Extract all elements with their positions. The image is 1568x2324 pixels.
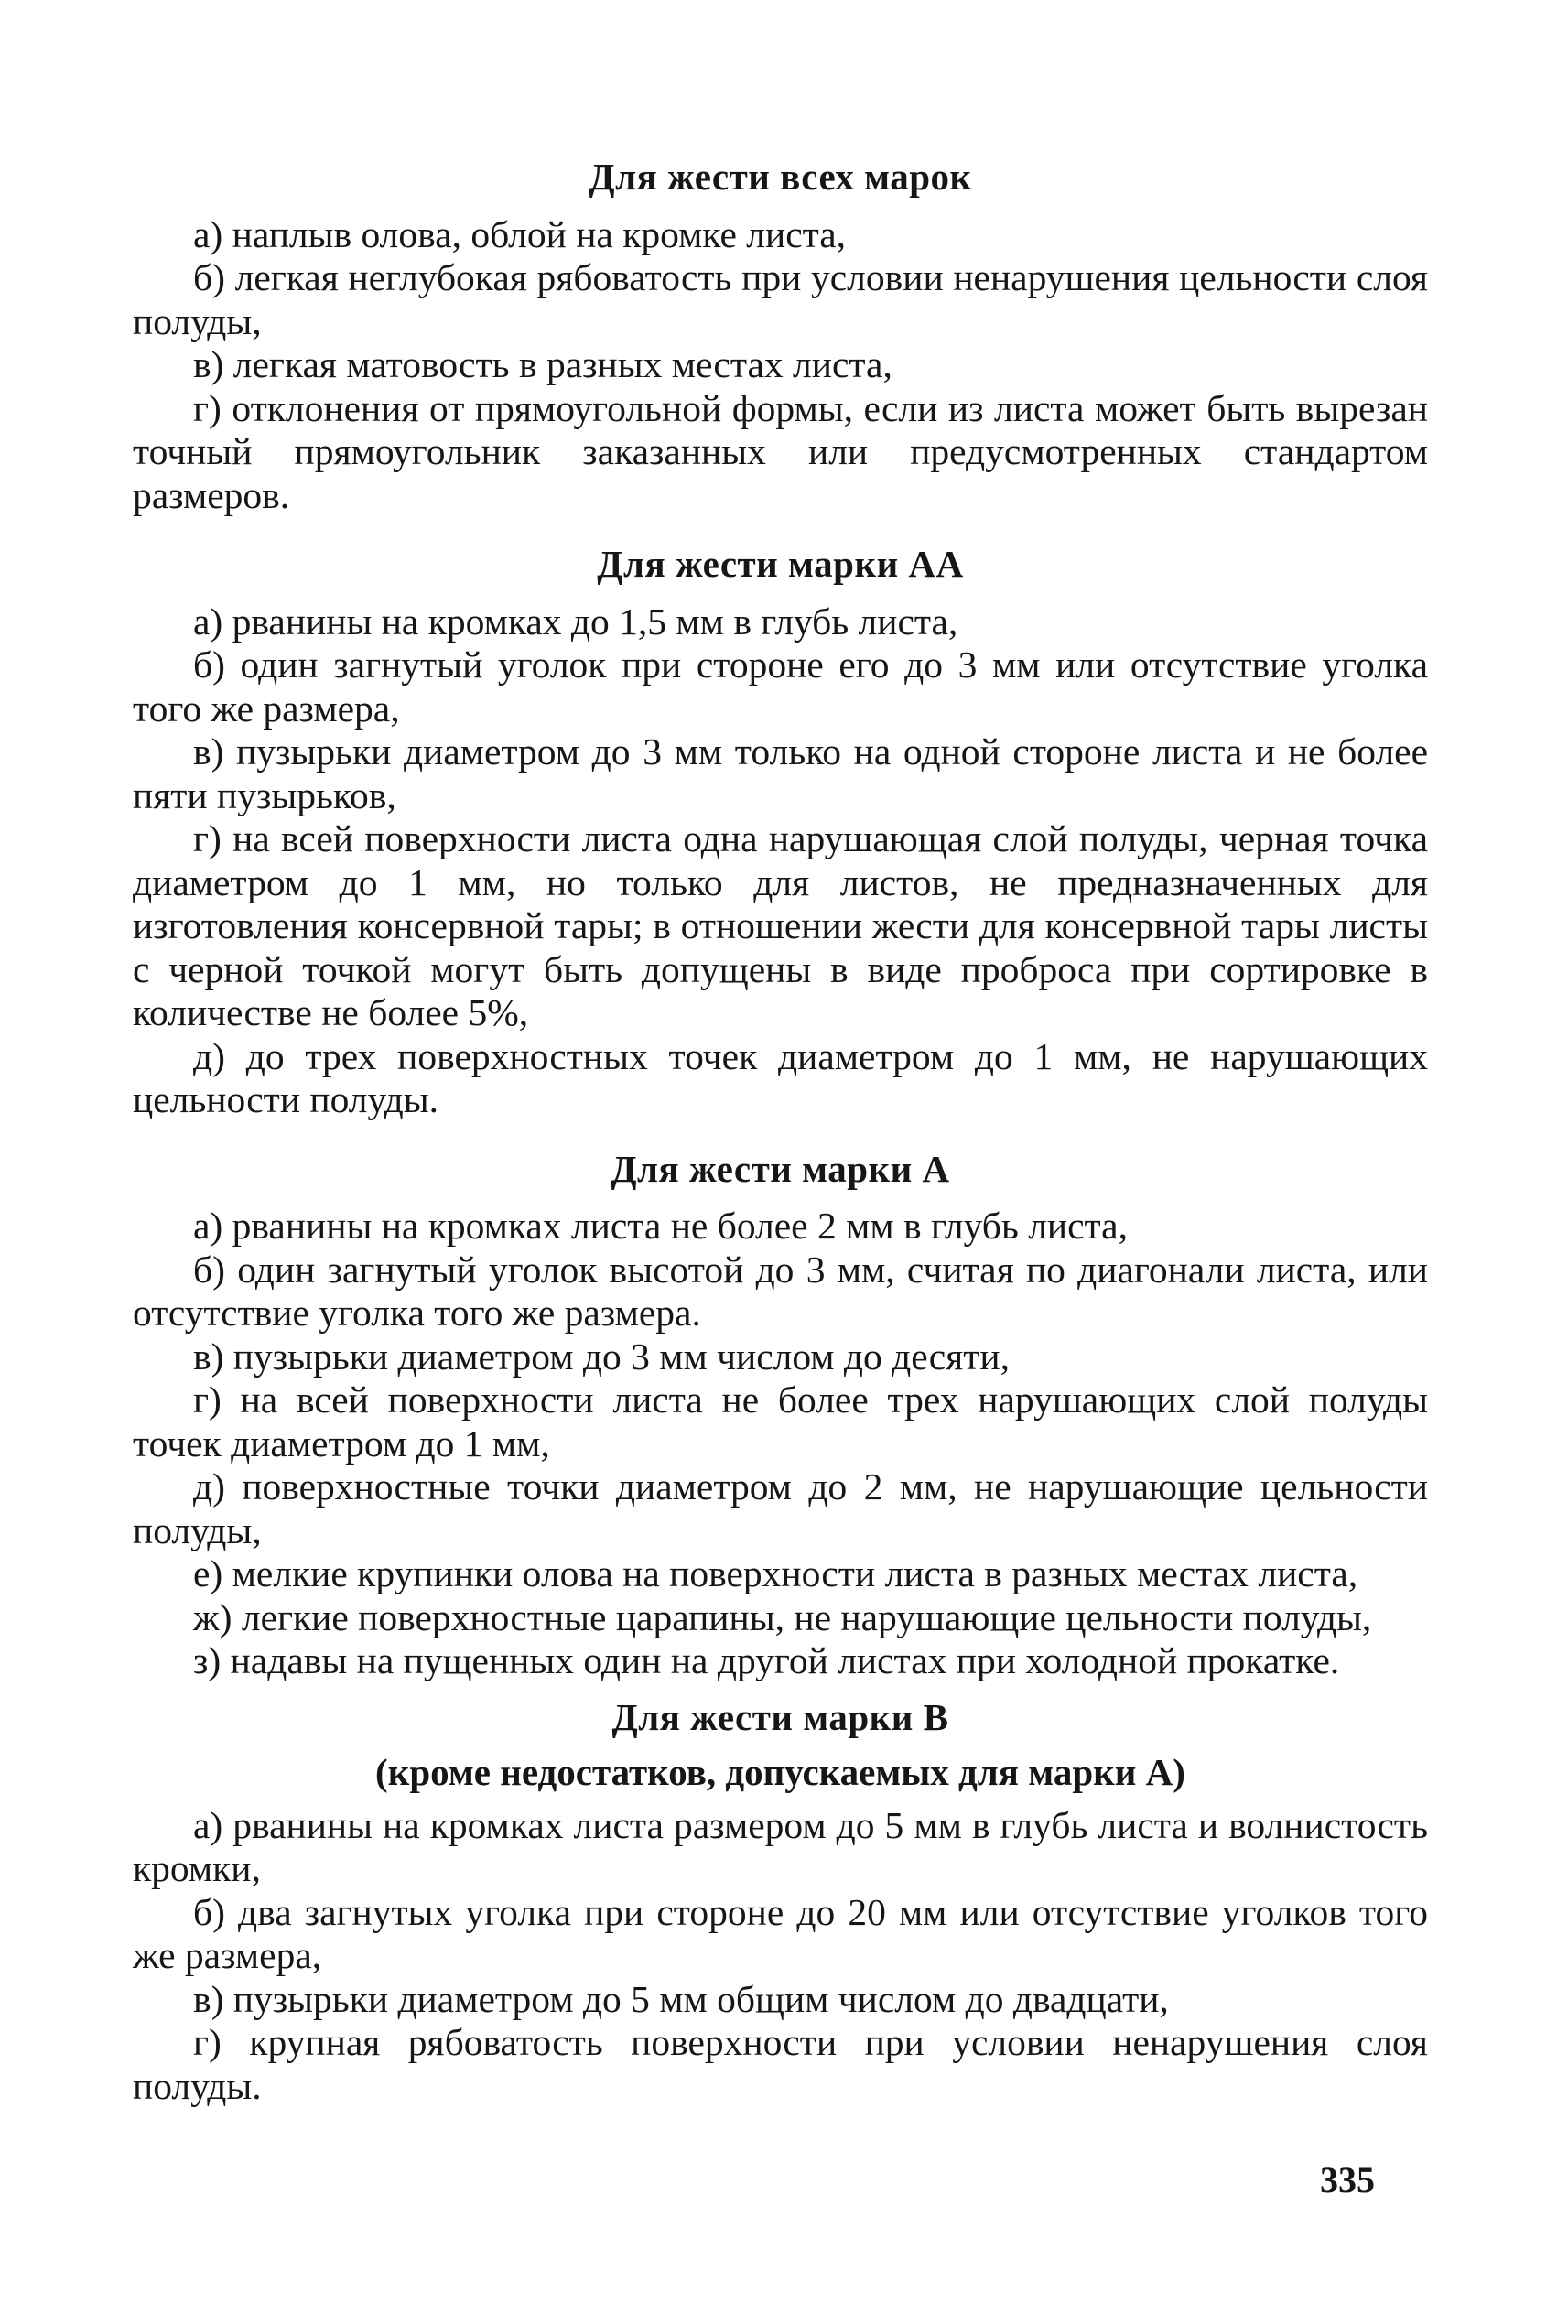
list-item: а) рванины на кромках листа размером до 5 мм в глубь листа и волнистость кромки, — [133, 1803, 1428, 1889]
list-item: б) два загнутых уголка при стороне до 20 мм или отсутствие уголков того же размера, — [133, 1890, 1428, 1976]
list-item: з) надавы на пущенных один на другой листах при холодной прокатке. — [193, 1639, 1340, 1681]
list-item: б) один загнутый уголок высотой до 3 мм, считая по диагонали листа, или отсутствие уголка того же размера. — [133, 1248, 1428, 1334]
list-item: в) легкая матовость в разных местах листа, — [193, 343, 892, 385]
list-item: д) поверхностные точки диаметром до 2 мм, не нарушающие цельности полуды, — [133, 1465, 1428, 1551]
list-item: г) крупная рябоватость поверхности при условии ненарушения слоя полуды. — [133, 2021, 1428, 2107]
section-grade-a — [133, 1148, 1428, 1683]
page-number: 335 — [1320, 2159, 1375, 2200]
list-item: а) наплыв олова, облой на кромке листа, — [193, 212, 847, 255]
list-item: д) до трех поверхностных точек диаметром до 1 мм, не нарушающих цельности полуды. — [133, 1034, 1428, 1120]
page-body — [133, 156, 1428, 2134]
list-item: г) на всей поверхности листа не более трех нарушающих слой полуды точек диаметром до 1 мм, — [133, 1378, 1428, 1465]
list-item: в) пузырьки диаметром до 3 мм числом до десяти, — [193, 1335, 1010, 1378]
section-heading: Для жести всех марок — [589, 156, 972, 198]
section-heading: Для жести марки А — [611, 1147, 950, 1190]
list-item: ж) легкие поверхностные царапины, не нарушающие цельности полуды, — [193, 1595, 1372, 1638]
list-item: в) пузырьки диаметром до 3 мм только на одной стороне листа и не более пяти пузырьков, — [133, 730, 1428, 816]
list-item: а) рванины на кромках листа не более 2 мм в глубь листа, — [193, 1205, 1128, 1247]
section-grade-v — [133, 1696, 1428, 2109]
list-item: б) легкая неглубокая рябоватость при условии ненарушения цельности слоя полуды, — [133, 256, 1428, 342]
list-item: а) рванины на кромках до 1,5 мм в глубь листа, — [193, 600, 958, 643]
list-item: в) пузырьки диаметром до 5 мм общим числом до двадцати, — [193, 1977, 1169, 2020]
section-grade-aa — [133, 543, 1428, 1122]
list-item: г) отклонения от прямоугольной формы, если из листа может быть вырезан точный прямоугольник заказанных или предусмотренных стандартом размеров. — [133, 386, 1428, 516]
section-subheading: (кроме недостатков, допускаемых для марки А) — [375, 1751, 1185, 1793]
section-heading: Для жести марки АА — [597, 543, 964, 585]
list-item: б) один загнутый уголок при стороне его до 3 мм или отсутствие уголка того же размера, — [133, 643, 1428, 730]
section-heading: Для жести марки В — [611, 1695, 949, 1738]
list-item: е) мелкие крупинки олова на поверхности листа в разных местах листа, — [193, 1552, 1358, 1594]
list-item: г) на всей поверхности листа одна нарушающая слой полуды, черная точка диаметром до 1 мм, но только для листов, не предназначенных для изготовления консервной тары; в отношении жести для консервной тары листы с черной точкой могут быть допущены в виде проброса при сортировке в количестве не более 5%, — [133, 817, 1428, 1033]
section-all-grades — [133, 156, 1428, 517]
